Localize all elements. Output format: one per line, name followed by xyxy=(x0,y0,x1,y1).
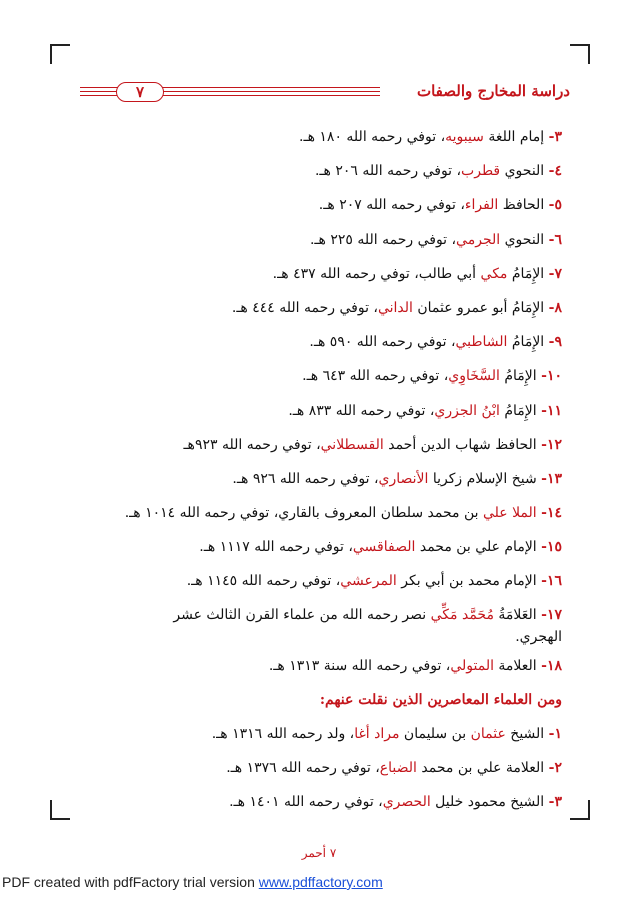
item-text: ، توفي رحمه الله ٢٢٥ هـ. xyxy=(309,231,457,248)
list-item xyxy=(70,154,562,188)
item-text: ، توفي رحمه الله ٥٩٠ هـ. xyxy=(309,334,456,351)
list-item xyxy=(70,291,562,325)
item-text: الإِمَامُ xyxy=(507,265,545,282)
item-text: الإِمَامُ xyxy=(499,402,537,419)
list-item xyxy=(70,496,562,530)
item-number: ٤- xyxy=(548,163,562,180)
scholar-name: مراد أغا xyxy=(354,726,400,742)
crop-mark-top-left xyxy=(50,44,70,64)
list-item xyxy=(70,120,562,154)
pdf-creator-note xyxy=(2,874,383,890)
scholar-name: المتولي xyxy=(450,657,494,674)
list-item xyxy=(70,325,562,359)
scholars-list xyxy=(70,120,562,820)
item-text: الإمام محمد بن أبي بكر xyxy=(396,573,537,590)
item-text: ، توفي رحمه الله ١١٤٥ هـ. xyxy=(186,573,341,590)
crop-mark-top-right xyxy=(570,44,590,64)
item-number: ٩- xyxy=(548,334,562,351)
scholar-name: مُحَمَّد مَكِّي xyxy=(430,606,494,623)
scholar-name: مكي xyxy=(480,265,508,282)
scholar-name: القسطلاني xyxy=(320,436,384,453)
list-item xyxy=(70,223,562,257)
page-number-badge: ٧ xyxy=(116,82,164,102)
item-number: ٦- xyxy=(548,231,562,248)
list-item xyxy=(70,359,562,393)
item-text: ، توفي رحمه الله ٢٠٦ هـ. xyxy=(314,163,462,180)
item-number: ١٠- xyxy=(541,368,562,385)
item-text: العَلامَةُ xyxy=(493,606,537,623)
scholar-name: الصفاقسي xyxy=(352,539,416,556)
item-text: شيخ الإسلام زكريا xyxy=(428,470,537,487)
item-number: ١٥- xyxy=(541,539,562,556)
list-item xyxy=(70,462,562,496)
item-text: الإمام علي بن محمد xyxy=(415,539,537,556)
item-number: ٧- xyxy=(548,265,562,282)
item-text: ، توفي رحمه الله ١٣٧٦ هـ. xyxy=(226,760,380,777)
item-text: الإِمَامُ xyxy=(507,334,545,351)
section-heading: ومن العلماء المعاصرين الذين نقلت عنهم: xyxy=(319,691,562,708)
list-item xyxy=(70,428,562,462)
scholar-name: السَّخَاوِي xyxy=(448,368,500,385)
item-text: ، ولد رحمه الله ١٣١٦ هـ. xyxy=(211,726,355,742)
list-item xyxy=(70,599,562,649)
list-item xyxy=(70,649,562,683)
item-text: العلامة علي بن محمد xyxy=(416,760,545,777)
scholar-name: الفراء xyxy=(464,197,499,214)
scholar-name: الضباع xyxy=(379,760,417,777)
item-number: ١٣- xyxy=(541,470,562,487)
scholar-name: الحصري xyxy=(382,794,431,811)
item-number: ٣- xyxy=(548,129,562,145)
item-text: الحافظ شهاب الدين أحمد xyxy=(383,436,537,453)
scholar-name: المرعشي xyxy=(340,573,397,590)
scholar-name: ابْنُ الجزري xyxy=(434,402,500,419)
scholar-name: الملا علي xyxy=(482,505,537,522)
item-text: ، توفي رحمه الله ٤٤٤ هـ. xyxy=(231,299,378,316)
item-text: ، توفي رحمه الله ١٤٠١ هـ. xyxy=(229,794,383,811)
item-number: ٥- xyxy=(548,197,562,214)
scholar-name: عثمان xyxy=(470,726,506,742)
list-item xyxy=(70,257,562,291)
item-number: ١٤- xyxy=(541,505,562,522)
item-number: ١٧- xyxy=(541,606,562,623)
scholar-name: الأنصاري xyxy=(378,470,429,487)
item-text: الإِمَامُ أبو عمرو عثمان xyxy=(412,299,545,316)
item-text: بن سليمان xyxy=(399,726,471,742)
item-text: الشيخ xyxy=(505,726,545,742)
item-number: ١٨- xyxy=(541,657,562,674)
item-number: ٢- xyxy=(548,760,562,777)
crop-mark-bottom-right xyxy=(570,800,590,820)
item-text: ، توفي رحمه الله ٢٠٧ هـ. xyxy=(318,197,465,214)
item-text: ، توفي رحمه الله ٩٢٦ هـ. xyxy=(232,470,379,487)
list-item xyxy=(70,394,562,428)
item-number: ١٢- xyxy=(541,436,562,453)
item-text: ، توفي رحمه الله ٩٢٣هـ xyxy=(183,436,321,453)
item-number: ١١- xyxy=(541,402,562,419)
item-continuation: الهجري. xyxy=(515,628,562,645)
item-text: ، توفي رحمه الله ٨٣٣ هـ. xyxy=(288,402,435,419)
scholar-name: الداني xyxy=(377,299,413,316)
list-item xyxy=(70,188,562,222)
list-item xyxy=(70,564,562,598)
item-text: ، توفي رحمه الله ١١١٧ هـ. xyxy=(199,539,353,556)
scholar-name: سيبويه xyxy=(445,129,484,145)
crop-mark-bottom-left xyxy=(50,800,70,820)
list-item xyxy=(70,785,562,819)
item-text: الشيخ محمود خليل xyxy=(430,794,545,811)
list-item xyxy=(70,530,562,564)
item-text: بن محمد سلطان المعروف بالقاري، توفي رحمه الله ١٠١٤ هـ. xyxy=(124,505,483,522)
item-number: ٣- xyxy=(548,794,562,811)
item-number: ١٦- xyxy=(541,573,562,590)
page-footer: ٧ أحمر xyxy=(301,846,337,860)
item-number: ١- xyxy=(548,726,562,742)
list-item xyxy=(70,751,562,785)
running-title: دراسة المخارج والصفات xyxy=(416,82,570,100)
list-item xyxy=(70,717,562,751)
pdf-note-text: PDF created with pdfFactory trial version xyxy=(2,874,259,890)
item-text: الحافظ xyxy=(498,197,545,214)
item-text: النحوي xyxy=(500,163,545,180)
page-header xyxy=(80,82,570,106)
item-text: نصر رحمه الله من علماء القرن الثالث عشر xyxy=(173,606,431,623)
item-text: ، توفي رحمه الله ٦٤٣ هـ. xyxy=(302,368,449,385)
item-number: ٨- xyxy=(548,299,562,316)
item-text: ، توفي رحمه الله ١٨٠ هـ. xyxy=(299,129,446,145)
item-text: العلامة xyxy=(493,657,537,674)
item-text: أبي طالب، توفي رحمه الله ٤٣٧ هـ. xyxy=(272,265,481,282)
scholar-name: الشاطبي xyxy=(455,334,508,351)
scholar-name: الجرمي xyxy=(456,231,501,248)
scholar-name: قطرب xyxy=(461,163,501,180)
item-text: النحوي xyxy=(500,231,545,248)
item-text: ، توفي رحمه الله سنة ١٣١٣ هـ. xyxy=(268,657,451,674)
item-text: الإِمَامُ xyxy=(499,368,537,385)
pdffactory-link[interactable]: www.pdffactory.com xyxy=(258,874,383,890)
item-text: إمام اللغة xyxy=(483,129,545,145)
